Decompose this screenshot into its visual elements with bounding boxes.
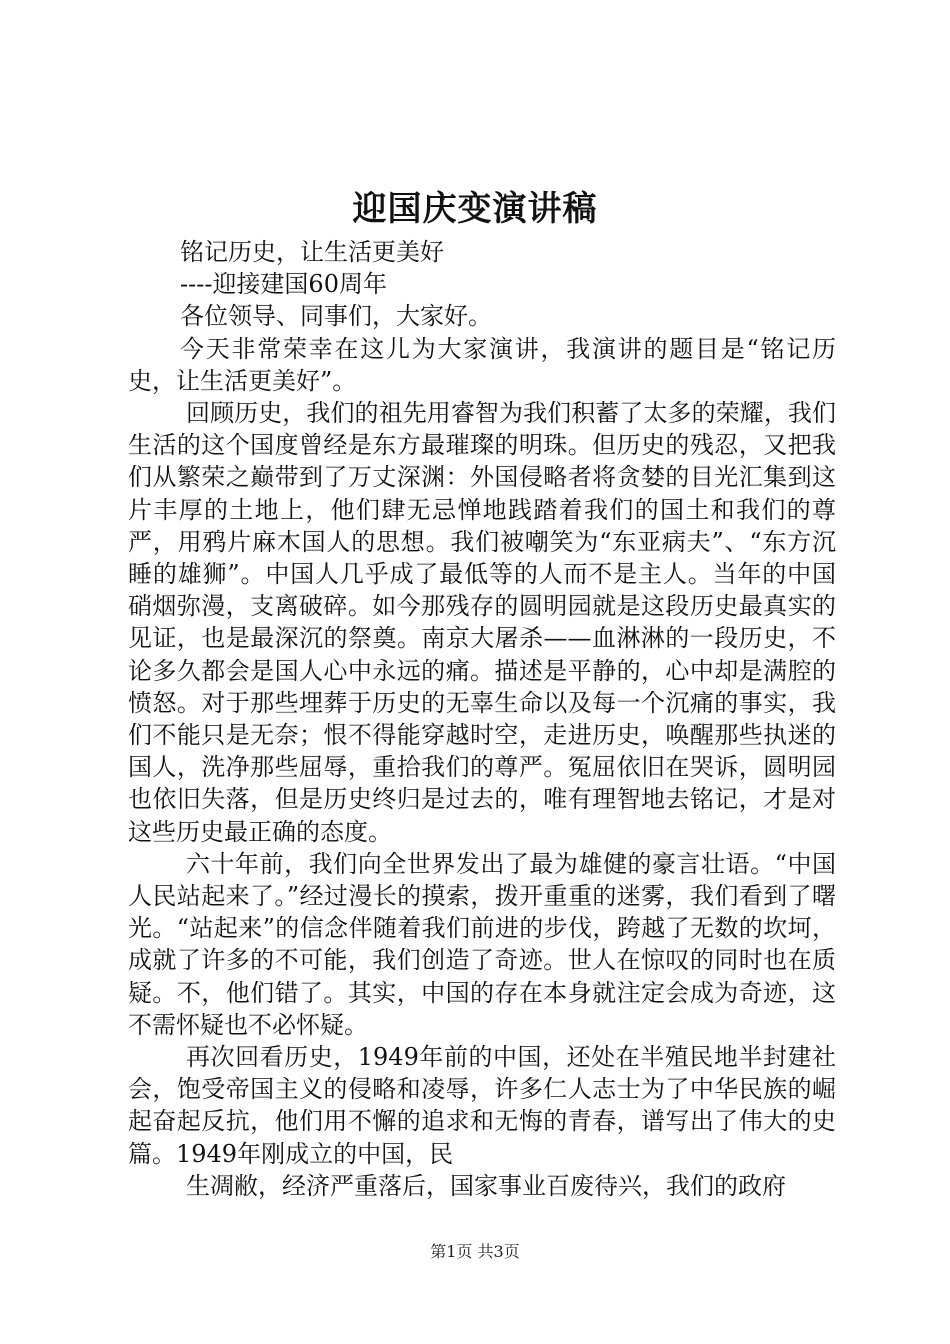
- body-paragraph: 六十年前，我们向全世界发出了最为雄健的豪言壮语。“中国人民站起来了。”经过漫长的摸索，拨开重重的迷雾，我们看到了曙光。“站起来”的信念伴随着我们前进的步伐，跨越了无数的坎坷，成就了许多的不可能，我们创造了奇迹。世人在惊叹的同时也在质疑。不，他们错了。其实，中国的存在本身就注定会成为奇迹，这不需怀疑也不必怀疑。: [128, 849, 836, 1039]
- body-paragraph: 再次回看历史，1949年前的中国，还处在半殖民地半封建社会，饱受帝国主义的侵略和凌辱，许多仁人志士为了中华民族的崛起奋起反抗，他们用不懈的追求和无悔的青春，谱写出了伟大的史篇。1949年刚成立的中国，民: [128, 1043, 836, 1168]
- subtitle-sub-line: ----迎接建国60周年: [180, 270, 387, 299]
- body-paragraph: 今天非常荣幸在这儿为大家演讲，我演讲的题目是“铭记历史，让生活更美好”。: [128, 334, 836, 395]
- document-body: [128, 236, 836, 1202]
- body-paragraph: 回顾历史，我们的祖先用睿智为我们积蓄了太多的荣耀，我们生活的这个国度曾经是东方最璀璨的明珠。但历史的残忍，又把我们从繁荣之巅带到了万丈深渊：外国侵略者将贪婪的目光汇集到这片丰厚的土地上，他们肆无忌惮地践踏着我们的国土和我们的尊严，用鸦片麻木国人的思想。我们被嘲笑为“东亚病夫”、“东方沉睡的雄狮”。中国人几乎成了最低等的人而不是主人。当年的中国硝烟弥漫，支离破碎。如今那残存的圆明园就是这段历史最真实的见证，也是最深沉的祭奠。南京大屠杀——血淋淋的一段历史，不论多久都会是国人心中永远的痛。描述是平静的，心中却是满腔的愤怒。对于那些埋葬于历史的无辜生命以及每一个沉痛的事实，我们不能只是无奈；恨不得能穿越时空，走进历史，唤醒那些执迷的国人，洗净那些屈辱，重拾我们的尊严。冤屈依旧在哭诉，圆明园也依旧失落，但是历史终归是过去的，唯有理智地去铭记，才是对这些历史最正确的态度。: [128, 399, 836, 846]
- page-footer: 第1页 共3页: [430, 1242, 520, 1261]
- document-title: 迎国庆变演讲稿: [352, 189, 598, 229]
- body-paragraph: 生凋敝，经济严重落后，国家事业百废待兴，我们的政府: [186, 1171, 786, 1200]
- greeting-paragraph: 各位领导、同事们，大家好。: [180, 302, 492, 331]
- subtitle-line: 铭记历史，让生活更美好: [180, 238, 444, 266]
